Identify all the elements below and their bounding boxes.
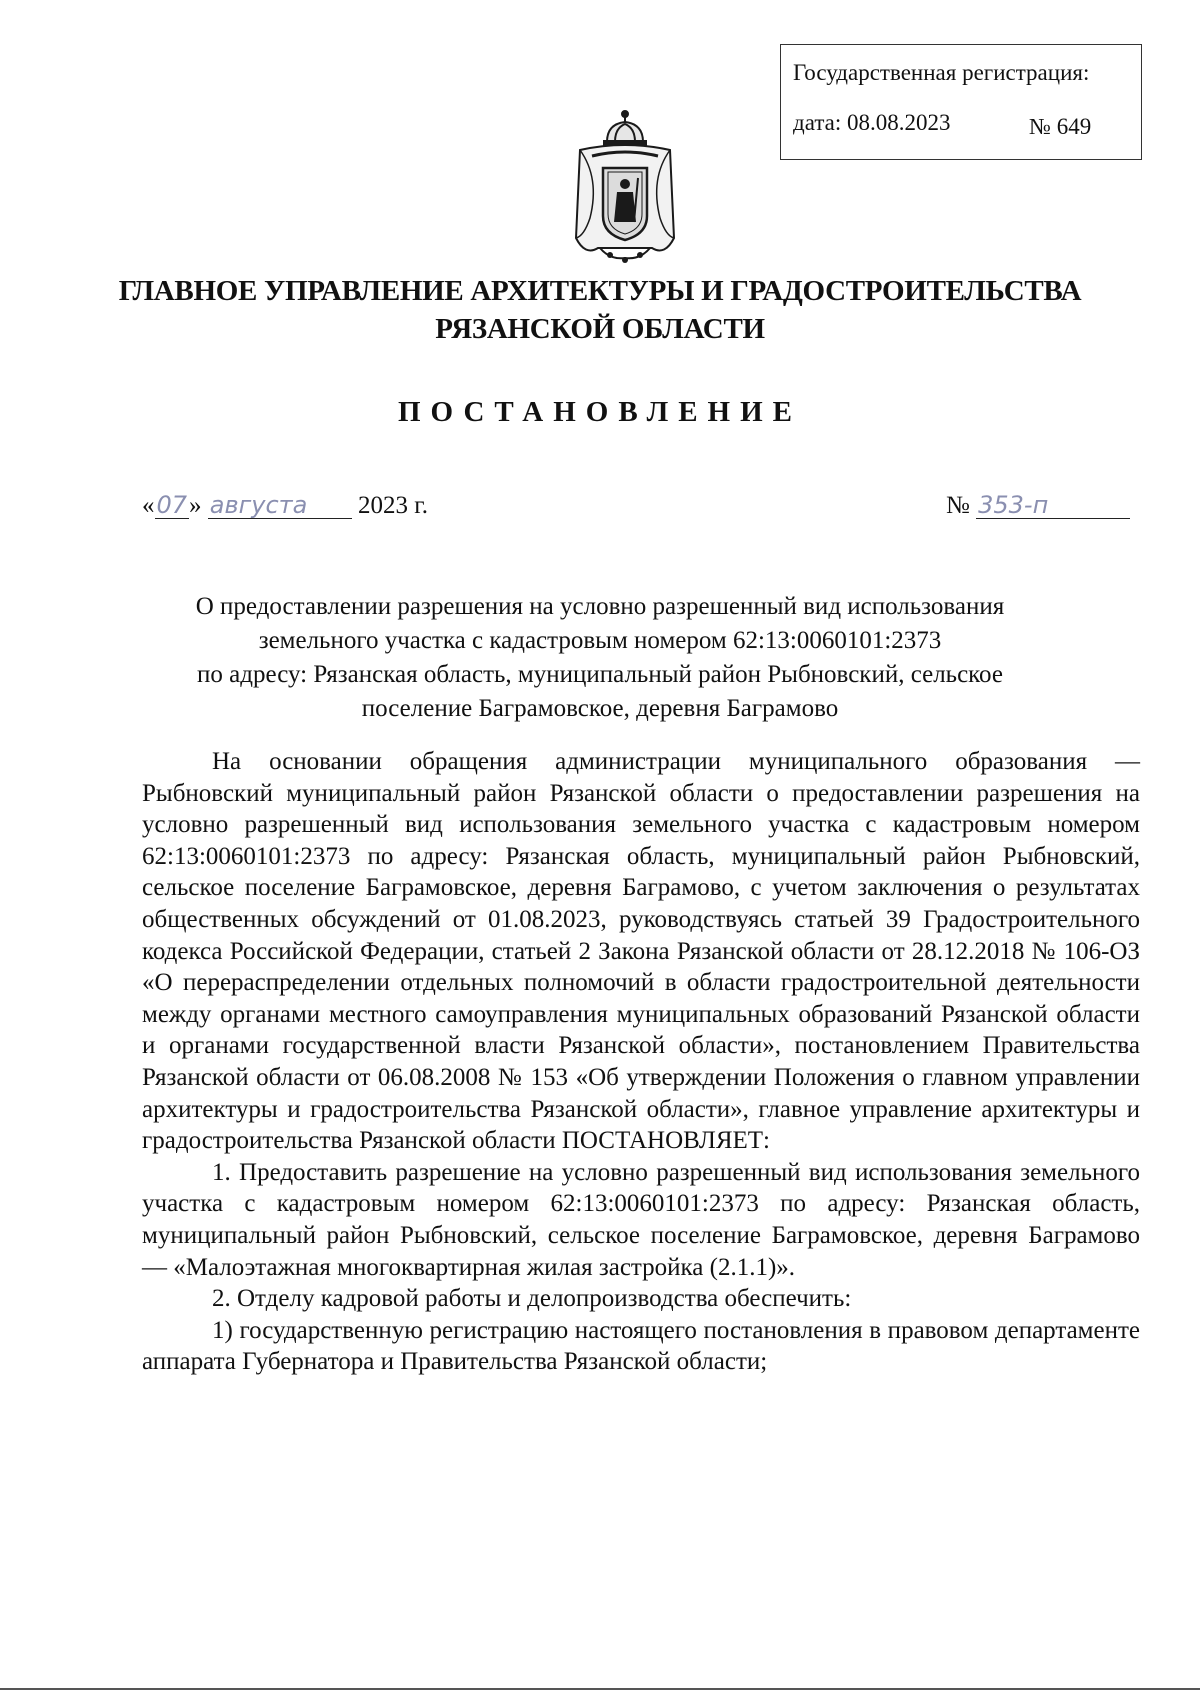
registration-number: № 649 bbox=[1029, 114, 1092, 139]
subject-line3: по адресу: Рязанская область, муниципальный район Рыбновский, сельское bbox=[197, 661, 1003, 688]
item-1-paragraph: 1. Предоставить разрешение на условно разрешенный вид использования земельного участка с кадастровым номером 62:13:0060101:2373 по адресу: Рязанская область, муниципальный район Рыбновский, сельское поселение Баграмовское, деревня Баграмово — «Малоэтажная многоквартирная жилая застройка (2.1.1)». bbox=[142, 1158, 1140, 1281]
organization-name bbox=[0, 272, 1200, 348]
issue-day: 07 bbox=[156, 491, 188, 519]
registration-stamp bbox=[780, 44, 1142, 160]
document-subject bbox=[150, 590, 1050, 726]
issue-month: августа bbox=[208, 492, 352, 519]
issue-number bbox=[946, 492, 1130, 520]
organization-name-line1: ГЛАВНОЕ УПРАВЛЕНИЕ АРХИТЕКТУРЫ И ГРАДОСТРОИТЕЛЬСТВА bbox=[118, 275, 1082, 307]
subject-line2: земельного участка с кадастровым номером 62:13:0060101:2373 bbox=[258, 627, 942, 654]
quote-close: » bbox=[189, 492, 202, 519]
registration-title: Государственная регистрация: bbox=[793, 60, 1090, 85]
issue-year: 2023 г. bbox=[358, 492, 428, 519]
organization-name-line2: РЯЗАНСКОЙ ОБЛАСТИ bbox=[435, 313, 765, 345]
document-type-title: ПОСТАНОВЛЕНИЕ bbox=[397, 396, 802, 428]
issue-date bbox=[142, 492, 428, 520]
subject-line1: О предоставлении разрешения на условно разрешенный вид использования bbox=[195, 593, 1005, 620]
item-2-paragraph: 2. Отделу кадровой работы и делопроизводства обеспечить: bbox=[212, 1285, 852, 1313]
quote-open: « bbox=[142, 492, 155, 519]
issue-number-prefix: № bbox=[946, 492, 970, 519]
item-2-1-paragraph: 1) государственную регистрацию настоящего постановления в правовом департаменте аппарата Губернатора и Правительства Рязанской области; bbox=[142, 1316, 1140, 1376]
subject-line4: поселение Баграмовское, деревня Баграмово bbox=[361, 695, 839, 722]
coat-of-arms-icon bbox=[570, 108, 680, 268]
preamble-paragraph: На основании обращения администрации муниципального образования — Рыбновский муниципальный район Рязанской области о предоставлении разрешения на условно разрешенный вид использования земельного участка с кадастровым номером 62:13:0060101:2373 по адресу: Рязанская область, муниципальный район Рыбновский, сельское поселение Баграмовское, деревня Баграмово, с учетом заключения о результатах общественных обсуждений от 01.08.2023, руководствуясь статьей 39 Градостроительного кодекса Российской Федерации, статьей 2 Закона Рязанской области от 28.12.2018 № 106-ОЗ «О перераспределении отдельных полномочий в области градостроительной деятельности между органами местного самоуправления муниципальных образований Рязанской области и органами государственной власти Рязанской области», постановлением Правительства Рязанской области от 06.08.2008 № 153 «Об утверждении Положения о главном управлении архитектуры и градостроительства Рязанской области», главное управление архитектуры и градостроительства Рязанской области ПОСТАНОВЛЯЕТ: bbox=[142, 748, 1140, 1155]
issue-number-value: 353-п bbox=[976, 492, 1130, 519]
document-body bbox=[142, 746, 1140, 1378]
page-bottom-edge bbox=[0, 1688, 1200, 1690]
registration-date: дата: 08.08.2023 bbox=[793, 110, 951, 135]
